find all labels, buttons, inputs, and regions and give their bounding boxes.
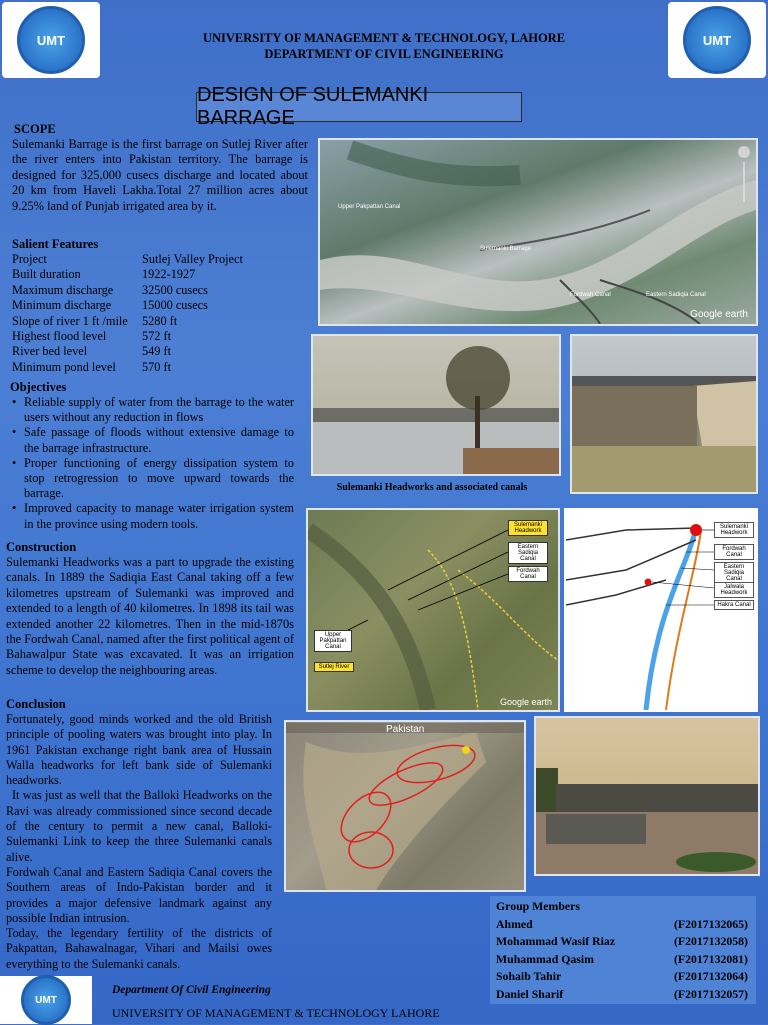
sat-label-upper-pakpattan: Upper Pakpattan Canal xyxy=(338,204,401,210)
salient-features-section xyxy=(12,237,308,375)
salient-value: 549 ft xyxy=(142,344,172,359)
salient-table xyxy=(12,252,308,375)
canal-map-satellite xyxy=(306,508,560,712)
objective-item: • Proper functioning of energy dissipation system to stop retrogression to move upward towards the barrage. xyxy=(24,456,294,502)
objectives-heading: Objectives xyxy=(10,380,67,394)
sat-label-barrage: Sulemanki Barrage xyxy=(480,246,532,252)
sat-label-eastern-sadiqia: Eastern Sadiqia Canal xyxy=(646,292,706,298)
salient-row xyxy=(12,329,308,344)
member-id: (F2017132058) xyxy=(673,934,748,949)
member-id: (F2017132064) xyxy=(673,969,748,984)
conclusion-paragraph: Fordwah Canal and Eastern Sadiqia Canal covers the Southern areas of Indo-Pakistan border and it provides a major defensive landmark against any possible Indian intrusion. xyxy=(6,864,272,925)
university-name: UNIVERSITY OF MANAGEMENT & TECHNOLOGY, LAHORE xyxy=(202,31,566,45)
scope-section xyxy=(12,122,308,214)
salient-key: Built duration xyxy=(12,267,81,282)
member-id: (F2017132081) xyxy=(673,951,748,966)
canal-schematic-map xyxy=(564,508,758,712)
map2-label-sulemanki: Sulemanki Headwork xyxy=(714,522,754,538)
salient-value: 5280 ft xyxy=(142,313,178,328)
map1-label-eastern-sadiqia: Eastern Sadiqia Canal xyxy=(508,542,548,564)
construction-text: Sulemanki Headworks was a part to upgrade the existing canals. In 1889 the Sadiqia East Canal taking off a few kilometres upstream of Sulemanki was improved and extended to a length of 40 kilometres. In 1898 its tail was extended another 22 kilometres. Then in the mid-1870s the Fordwah Canal, named after the first political agent of Bahawalpur State was excavated. It was an irrigation scheme to develop the neighbouring areas. xyxy=(6,555,294,677)
objectives-list xyxy=(10,395,294,532)
poster-title xyxy=(196,84,522,129)
member-row xyxy=(496,951,748,969)
member-id: (F2017132065) xyxy=(673,916,748,931)
salient-heading: Salient Features xyxy=(12,237,99,251)
member-id: (F2017132057) xyxy=(673,986,748,1001)
conclusion-paragraph: Today, the legendary fertility of the districts of Pakpattan, Bahawalnagar, Vihari and Mailsi owes everything to the Sulemanki canals. xyxy=(6,926,272,971)
member-row xyxy=(496,916,748,934)
conclusion-paragraph: It was just as well that the Balloki Headworks on the Ravi was already commissioned since second decade of the century to permit a new canal, Balloki-Sulemanki Link to keep the three Sulemanki canals alive. xyxy=(6,788,272,864)
member-row xyxy=(496,968,748,986)
scope-text: Sulemanki Barrage is the first barrage on Sutlej River after the river enters into Pakistan territory. The barrage is designed for 325,000 cusecs discharge and located about 20 km from Haveli Lakha.Total 27 million acres about 9.25% land of Punjab irrigated area by it. xyxy=(12,137,308,213)
map1-label-sutlej: Sutlej River xyxy=(314,662,354,672)
member-name: Sohaib Tahir xyxy=(496,969,562,984)
salient-value: 15000 cusecs xyxy=(142,298,208,313)
satellite-image xyxy=(318,138,758,326)
pakistan-region-map xyxy=(284,720,526,892)
pakistan-map-drawing xyxy=(286,722,524,890)
salient-row xyxy=(12,314,308,329)
member-row xyxy=(496,933,748,951)
headworks-photo xyxy=(534,716,760,876)
construction-section xyxy=(6,540,294,678)
barrage-tree-drawing xyxy=(313,336,559,474)
map2-label-jalwala: Jalwala Headwork xyxy=(714,582,754,598)
barrage-tree-photo xyxy=(311,334,561,476)
map1-watermark: Google earth xyxy=(499,697,552,707)
canal-schematic-drawing xyxy=(566,510,756,710)
construction-heading: Construction xyxy=(6,540,77,554)
salient-key: Slope of river 1 ft /mile xyxy=(12,313,128,328)
map3-country-label: Pakistan xyxy=(386,724,425,735)
salient-value: Sutlej Valley Project xyxy=(142,252,243,266)
map2-label-fordwah: Fordwah Canal xyxy=(714,544,754,560)
umt-logo-footer xyxy=(0,976,92,1024)
member-name: Mohammad Wasif Riaz xyxy=(496,934,616,949)
salient-row xyxy=(12,252,308,267)
conclusion-heading: Conclusion xyxy=(6,697,66,711)
member-name: Ahmed xyxy=(496,916,533,931)
salient-row xyxy=(12,267,308,282)
header xyxy=(110,30,658,62)
conclusion-paragraph: Fortunately, good minds worked and the old British principle of pooling waters was brought into play. In 1961 Pakistan exchange right bank area of Hussain Walla headworks for left bank side of Sulemanki headworks. xyxy=(6,712,272,788)
salient-key: Highest flood level xyxy=(12,329,107,344)
sat-watermark: Google earth xyxy=(690,309,748,320)
salient-value: 570 ft xyxy=(142,359,172,374)
members-list xyxy=(496,916,748,1004)
member-name: Muhammad Qasim xyxy=(496,951,594,966)
member-row xyxy=(496,986,748,1004)
map2-label-hakra: Hakra Canal xyxy=(714,600,754,610)
salient-key: River bed level xyxy=(12,344,88,359)
salient-value: 32500 cusecs xyxy=(142,282,208,297)
salient-key: Project xyxy=(12,252,47,266)
umt-logo-left xyxy=(2,2,100,78)
objectives-section xyxy=(10,380,294,532)
barrage-side-drawing xyxy=(572,336,756,492)
logo-text: UMT xyxy=(36,32,66,48)
salient-row xyxy=(12,283,308,298)
conclusion-section xyxy=(6,697,272,972)
conclusion-paragraphs xyxy=(6,712,272,972)
salient-key: Maximum discharge xyxy=(12,282,114,297)
poster-title-text: DESIGN OF SULEMANKI BARRAGE xyxy=(197,84,429,129)
salient-row xyxy=(12,298,308,313)
map1-label-upper-pakpattan: Upper Pakpattan Canal xyxy=(314,630,352,652)
scope-heading: SCOPE xyxy=(14,122,56,136)
objective-item: • Safe passage of floods without extensive damage to the barrage infrastructure. xyxy=(24,425,294,455)
member-name: Daniel Sharif xyxy=(496,986,564,1001)
photo-caption: Sulemanki Headworks and associated canals xyxy=(336,482,528,493)
salient-row xyxy=(12,344,308,359)
salient-value: 572 ft xyxy=(142,329,172,344)
footer-university: UNIVERSITY OF MANAGEMENT & TECHNOLOGY LAHORE xyxy=(112,1006,440,1020)
map2-label-eastern-sadiqia: Eastern Sadiqia Canal xyxy=(714,562,754,584)
umt-logo-right xyxy=(668,2,766,78)
salient-key: Minimum discharge xyxy=(12,298,112,313)
footer-department: Department Of Civil Engineering xyxy=(112,984,271,996)
headworks-drawing xyxy=(536,718,758,874)
logo-text: UMT xyxy=(702,32,732,48)
department-name: DEPARTMENT OF CIVIL ENGINEERING xyxy=(264,47,504,61)
map1-label-sulemanki: Sulemanki Headwork xyxy=(508,520,548,536)
salient-value: 1922-1927 xyxy=(142,267,196,282)
sat-label-fordwah: Fordwah Canal xyxy=(570,292,611,298)
members-heading: Group Members xyxy=(496,899,580,913)
salient-key: Minimum pond level xyxy=(12,359,116,374)
canal-map-drawing xyxy=(308,510,558,710)
map-zoom-control[interactable] xyxy=(738,146,750,206)
salient-row xyxy=(12,360,308,375)
map1-label-fordwah: Fordwah Canal xyxy=(508,566,548,582)
objective-item: • Reliable supply of water from the barrage to the water users without any reduction in flows xyxy=(24,395,294,425)
objective-item: • Improved capacity to manage water irrigation system in the province using modern tools. xyxy=(24,501,294,531)
barrage-side-photo xyxy=(570,334,758,494)
group-members-box xyxy=(490,896,756,1004)
logo-text: UMT xyxy=(35,994,57,1006)
